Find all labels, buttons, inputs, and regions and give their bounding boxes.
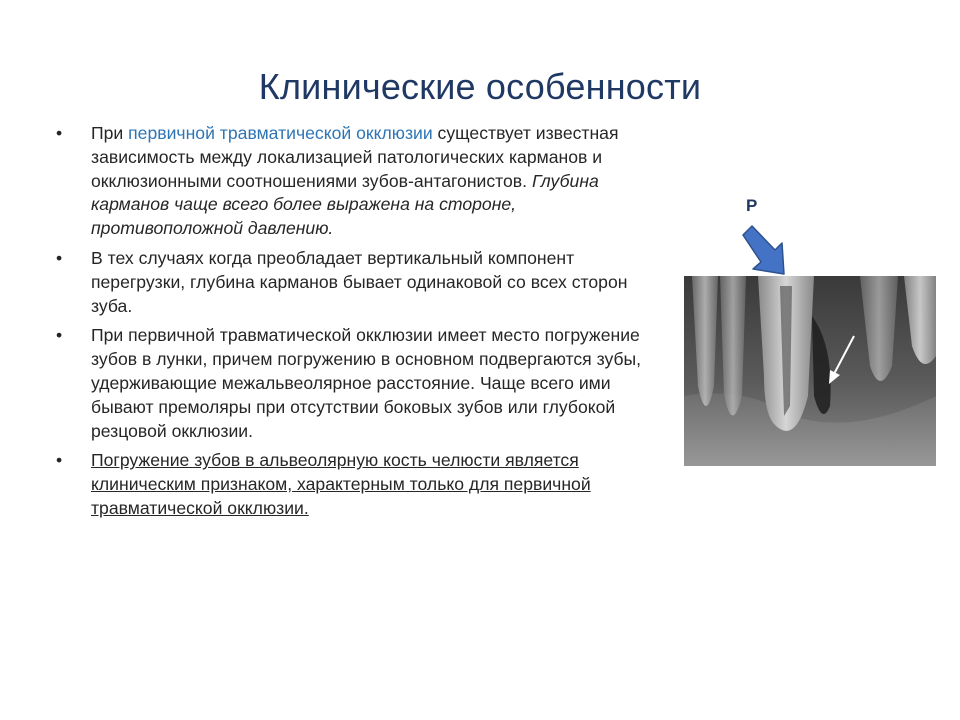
bullet-item-1 xyxy=(56,122,666,241)
bullet-item-4 xyxy=(56,449,666,520)
bullet-4-underlined: Погружение зубов в альвеолярную кость челюсти является клиническим признаком, характерным только для первичной травматической окклюзии. xyxy=(91,450,591,518)
bullet-3-text: При первичной травматической окклюзии имеет место погружение зубов в лунки, причем погружению в основном подвергаются зубы, удерживающие межальвеолярное расстояние. Чаще всего ими бывают премоляры при отсутствии боковых зубов или глубокой резцовой окклюзии. xyxy=(91,325,642,441)
bullet-2-text: В тех случаях когда преобладает вертикальный компонент перегрузки, глубина карманов бывает одинаковой со всех сторон зуба. xyxy=(91,247,628,316)
pressure-arrow-icon xyxy=(738,222,798,280)
bullet-1-italic: Глубина карманов чаще всего более выражена на стороне, противоположной давлению. xyxy=(91,170,599,239)
bullet-item-2 xyxy=(56,247,666,318)
xray-image xyxy=(684,276,936,466)
bullet-1-pre: При xyxy=(91,123,129,143)
pressure-label: P xyxy=(746,196,758,215)
bullet-list xyxy=(56,122,666,527)
bullet-item-3 xyxy=(56,324,666,443)
bullet-1-highlight: первичной травматической окклюзии xyxy=(128,123,433,143)
bullet-1-mid: существует известная зависимость между локализацией патологических карманов и окклюзионными соотношениями зубов-антагонистов. xyxy=(91,123,619,191)
slide-title: Клинические особенности xyxy=(258,66,702,107)
